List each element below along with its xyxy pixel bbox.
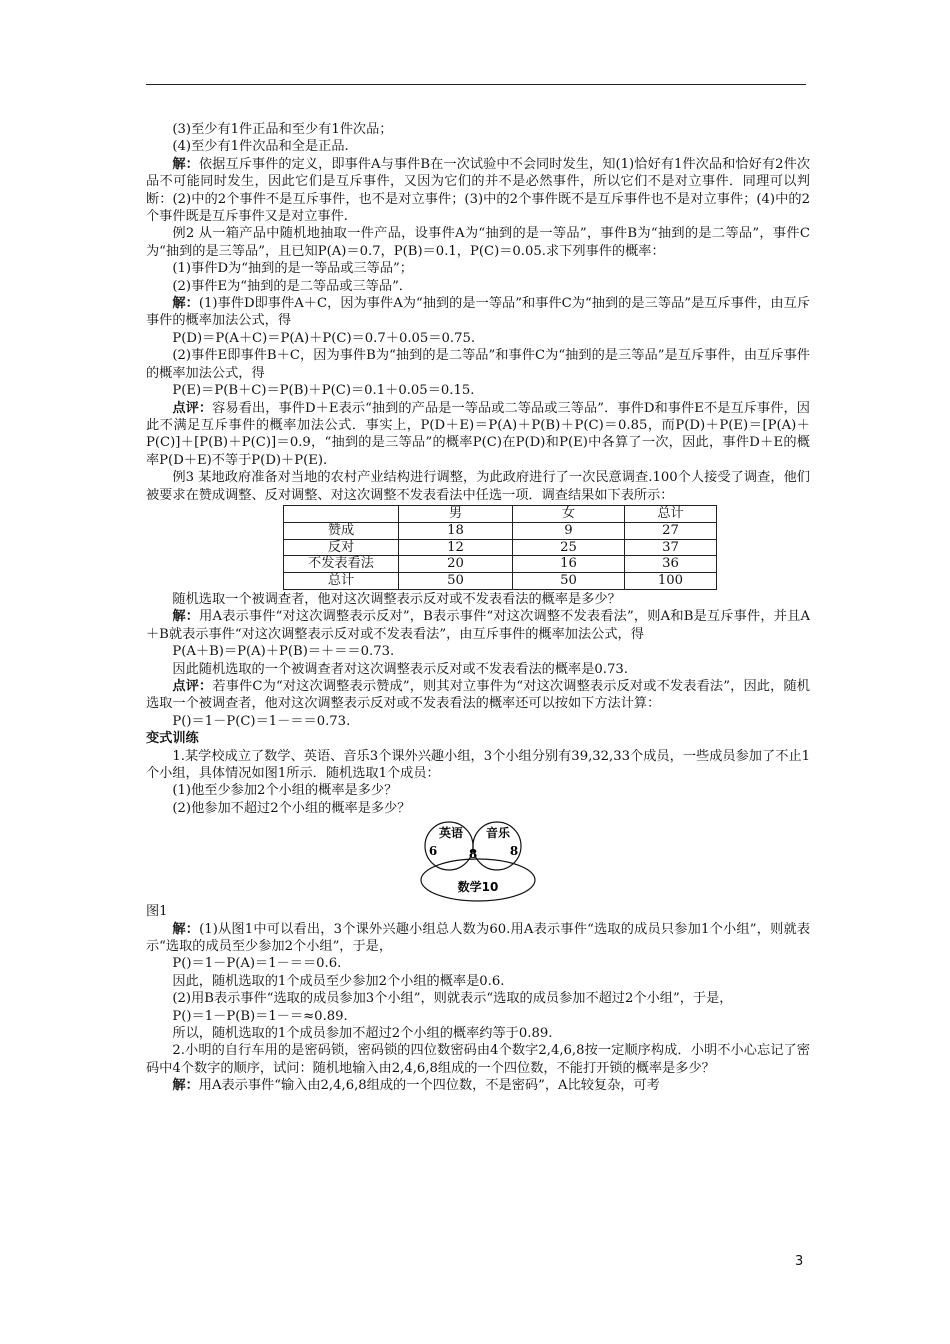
exercise-1-solution-1: 解：(1)从图1中可以看出，3个课外兴趣小组总人数为60.用A表示事件“选取的成员只参加1个小组”，则就表示“选取的成员至少参加2个小组”，于是， [146,921,811,955]
line-3: (3)至少有1件正品和至少有1件次品； [172,122,393,137]
english-label: 英语 [438,826,464,841]
table-cell: 37 [625,539,717,556]
solution-label: 解： [172,609,200,625]
example-2-solution-2: (2)事件E即事件B＋C，因为事件B为“抽到的是二等品”和事件C为“抽到的是三等品”是互斥事件，由互斥事件的概率加法公式，得 [146,348,810,381]
note-label: 点评： [172,400,213,416]
example-2: 例2 从一箱产品中随机地抽取一件产品，设事件A为“抽到的是一等品”，事件B为“抽到的是二等品”，事件C为“抽到的是三等品”，且已知P(A)＝0.7，P(B)＝0.1，P(C)＝0.05.求下列事件的概率： [146,226,810,259]
table-cell: 18 [399,522,513,539]
example-2-note: 点评：容易看出，事件D＋E表示“抽到的产品是一等品或二等品或三等品”．事件D和事件E不是互斥事件，因此不满足互斥事件的概率加法公式．事实上，P(D＋E)＝P(A)＋P(B)＋P(C)＝0.85，而P(D)＋P(E)＝[P(A)＋P(C)]＋[P(B)＋P(C)]＝0.9，“抽到的是三等品”的概率P(C)在P(D)和P(E)中各算了一次，因此，事件D＋E的概率P(D＋E)不等于P(D)＋P(E). [146,400,810,468]
table-cell: 16 [513,556,625,573]
section-heading: 变式训练 [146,731,199,747]
solution-label: 解： [172,296,199,312]
page-body [146,121,810,1095]
example-3: 例3 某地政府准备对当地的农村产业结构进行调整，为此政府进行了一次民意调查.100个人接受了调查，他们被要求在赞成调整、反对调整、对这次调整不发表看法中任选一项．调查结果如下表所示： [146,470,810,503]
table-cell: 100 [625,573,717,590]
solution-label: 解： [172,921,200,937]
table-cell: 36 [625,556,717,573]
example-2-q1: (1)事件D为“抽到的是一等品或三等品”； [172,261,413,277]
exercise-1-conclusion-2: 所以，随机选取的1个成员参加不超过2个小组的概率约等于0.89. [172,1026,553,1042]
example-3-note: 点评：若事件C为“对这次调整表示赞成”，则其对立事件为“对这次调整表示反对或不发表看法”，因此，随机选取一个被调查者，他对这次调整表示反对或不发表看法的概率还可以按如下方法计算： [146,678,810,712]
example-2-q2: (2)事件E为“抽到的是二等品或三等品”． [172,278,412,294]
line-4: (4)至少有1件次品和全是正品. [172,139,349,155]
table-cell: 反对 [284,539,399,556]
example-3-eq: P(A＋B)＝P(A)＋P(B)＝＋＝＝0.73. [172,644,395,660]
solution-label: 解： [172,1078,199,1094]
table-cell: 男 [399,505,513,522]
note-label: 点评： [172,678,213,694]
table-row [284,539,717,556]
table-cell: 总计 [284,573,399,590]
exercise-1-q2: (2)他参加不超过2个小组的概率是多少？ [172,800,411,816]
table-cell: 12 [399,539,513,556]
solution-1: 解：依据互斥事件的定义，即事件A与事件B在一次试验中不会同时发生，知(1)恰好有1件次品和恰好有2件次品不可能同时发生，因此它们是互斥事件，又因为它们的并不是必然事件，所以它们不是对立事件．同理可以判断：(2)中的2个事件不是互斥事件，也不是对立事件；(3)中的2个事件既不是互斥事件也不是对立事件；(4)中的2个事件既是互斥事件又是对立事件. [146,156,811,225]
example-2-eq-1: P(D)＝P(A＋C)＝P(A)＋P(C)＝0.7＋0.05＝0.75. [172,330,476,346]
table-cell: 25 [513,539,625,556]
example-3-conclusion: 因此随机选取的一个被调查者对这次调整表示反对或不发表看法的概率是0.73. [172,661,628,677]
header-rule [146,84,806,85]
exercise-1-q1: (1)他至少参加2个小组的概率是多少？ [172,783,398,799]
exercise-1-eq-1: P()＝1－P(A)＝1－＝＝0.6. [172,956,342,972]
figure-caption: 图1 [146,904,168,920]
exercise-2: 2.小明的自行车用的是密码锁，密码锁的四位数密码由4个数字2,4,6,8按一定顺序构成．小明不小心忘记了密码中4个数字的顺序，试问：随机地输入由2,4,6,8组成的一个四位数，不能打开锁的概率是多少？ [146,1043,810,1076]
exercise-1-solution-2: (2)用B表示事件“选取的成员参加3个小组”，则就表示“选取的成员参加不超过2个小组”，于是， [172,991,733,1007]
table-row [284,556,717,573]
table-cell: 不发表看法 [284,556,399,573]
survey-table [283,505,717,590]
table-row [284,522,717,539]
table-cell: 50 [513,573,625,590]
exercise-1-conclusion-1: 因此，随机选取的1个成员至少参加2个小组的概率是0.6. [172,973,505,989]
table-cell [284,505,399,522]
example-3-solution: 解：用A表示事件“对这次调整表示反对”，B表示事件“对这次调整不发表看法”，则A和B是互斥事件，并且A＋B就表示事件“对这次调整表示反对或不发表看法”，由互斥事件的概率加法公式，得 [146,609,811,642]
music-only-count: 8 [509,844,519,859]
exercise-2-solution: 解：用A表示事件“输入由2,4,6,8组成的一个四位数，不是密码”，A比较复杂，可考 [172,1078,660,1094]
table-header-row [284,505,717,522]
example-2-solution-1: 解：(1)事件D即事件A＋C，因为事件A为“抽到的是一等品”和事件C为“抽到的是三等品”是互斥事件，由互斥事件的概率加法公式，得 [146,296,810,329]
table-cell: 9 [513,522,625,539]
exercise-1-eq-2: P()＝1－P(B)＝1－＝≈0.89. [172,1008,348,1024]
table-cell: 27 [625,522,717,539]
center-count: 8 [468,847,478,862]
example-2-eq-2: P(E)＝P(B＋C)＝P(B)＋P(C)＝0.1＋0.05＝0.15. [172,383,475,399]
venn-diagram [415,821,541,903]
english-only-count: 6 [428,844,438,859]
example-3-note-eq: P()＝1－P(C)＝1－＝＝0.73. [172,713,351,729]
music-label: 音乐 [485,826,511,841]
math-label: 数学10 [457,880,499,895]
example-3-question: 随机选取一个被调查者，他对这次调整表示反对或不发表看法的概率是多少？ [172,591,621,607]
table-row [284,573,717,590]
table-cell: 50 [399,573,513,590]
table-cell: 20 [399,556,513,573]
exercise-1: 1.某学校成立了数学、英语、音乐3个课外兴趣小组，3个小组分别有39,32,33个成员，一些成员参加了不止1个小组，具体情况如图1所示．随机选取1个成员： [146,748,810,781]
page-number: 3 [795,1254,804,1269]
table-cell: 总计 [625,505,717,522]
table-cell: 女 [513,505,625,522]
table-cell: 赞成 [284,522,399,539]
solution-label: 解： [172,156,199,172]
